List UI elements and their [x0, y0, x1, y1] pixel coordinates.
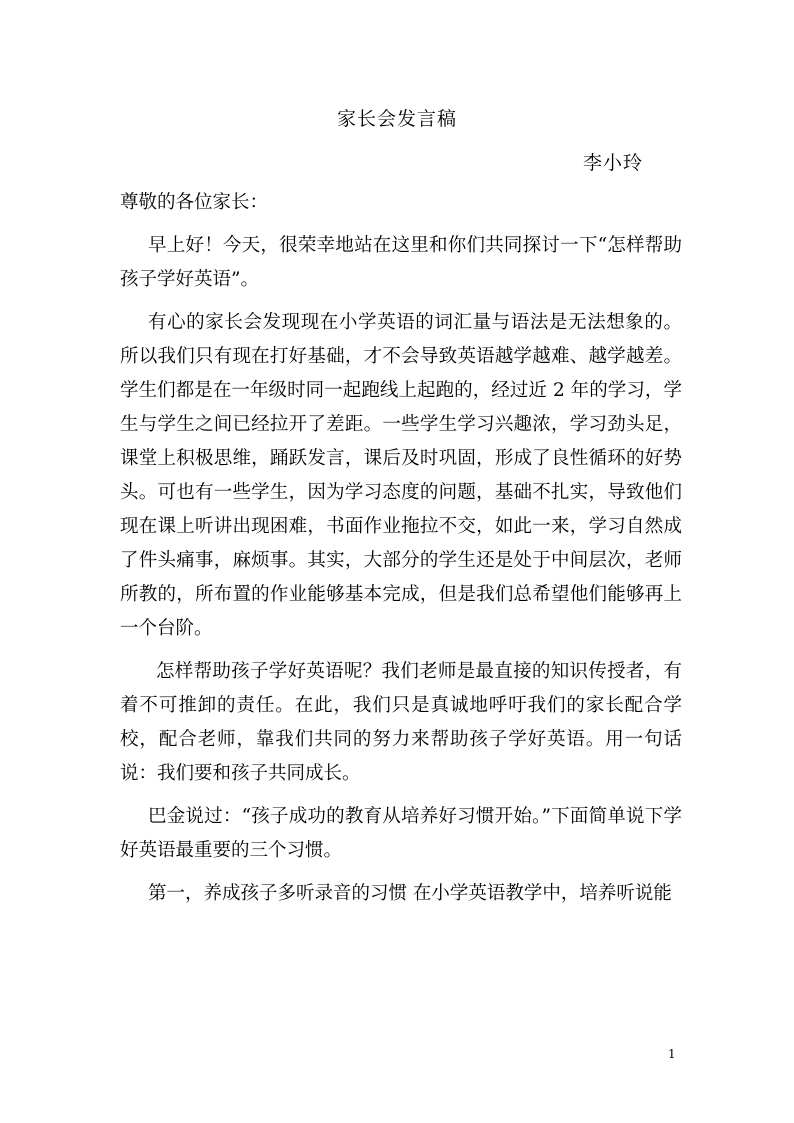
author-name: 李小玲 — [583, 152, 644, 174]
paragraph-first-habit: 第一，养成孩子多听录音的习惯 在小学英语教学中，培养听说能 — [148, 883, 672, 904]
paragraph-habits-intro: 巴金说过：“孩子成功的教育从培养好习惯开始。”下面简单说下学好英语最重要的三个习惯。 — [120, 806, 682, 861]
paragraph-opening: 早上好！今天，很荣幸地站在这里和你们共同探讨一下“怎样帮助孩子学好英语”。 — [120, 235, 682, 290]
paragraph-how-to-help: 怎样帮助孩子学好英语呢？我们老师是最直接的知识传授者，有着不可推卸的责任。在此，我们只是真诚地呼吁我们的家长配合学校，配合老师，靠我们共同的努力来帮助孩子学好英语。用一句话说：我们要和孩子共同成长。 — [120, 661, 682, 784]
document-title: 家长会发言稿 — [336, 108, 457, 130]
greeting: 尊敬的各位家长： — [120, 192, 269, 213]
page-number: 1 — [668, 1047, 676, 1061]
paragraph-current-situation: 有心的家长会发现现在小学英语的词汇量与语法是无法想象的。所以我们只有现在打好基础，才不会导致英语越学越难、越学越差。学生们都是在一年级时同一起跑线上起跑的，经过近 2 年的学习，学生与学生之间已经拉开了差距。一些学生学习兴趣浓，学习劲头足，课堂上积极思维，踊跃发言，课后及时巩固，形成了良性循环的好势头。可也有一些学生，因为学习态度的问题，基础不扎实，导致他们现在课上听讲出现困难，书面作业拖拉不交，如此一来，学习自然成了件头痛事，麻烦事。其实，大部分的学生还是处于中间层次，老师所教的，所布置的作业能够基本完成，但是我们总希望他们能够再上一个台阶。 — [120, 312, 682, 639]
document-body — [120, 186, 682, 911]
